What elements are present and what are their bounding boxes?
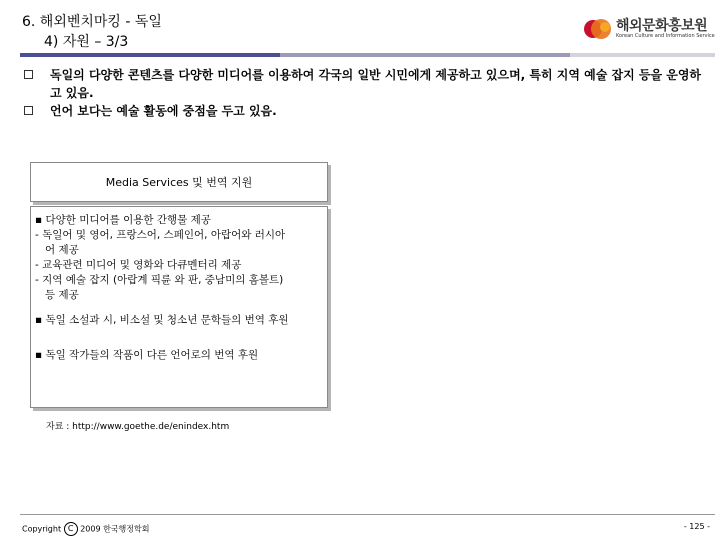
summary-bullet xyxy=(22,102,712,120)
media-services-title: Media Services 및 번역 지원 xyxy=(105,176,253,189)
content-item-line: 어 제공 xyxy=(45,244,79,256)
summary-bullet xyxy=(22,66,712,102)
source-note: 자료 : http://www.goethe.de/enindex.htm xyxy=(46,422,230,432)
copyright-icon: C xyxy=(64,522,78,536)
divider-segment-light xyxy=(570,53,715,57)
content-item-line: - 교육관련 미디어 및 영화와 다큐멘터리 제공 xyxy=(35,259,242,271)
copyright-notice xyxy=(22,522,149,536)
content-item-line: - 지역 예술 잡지 (아랍계 픽륜 와 판, 중남미의 홈볼트) xyxy=(35,274,284,286)
content-item-line: 등 제공 xyxy=(45,289,79,301)
kocis-logo-icon xyxy=(584,16,612,42)
content-item-line: - 독일어 및 영어, 프랑스어, 스페인어, 아랍어와 러시아 xyxy=(35,229,286,241)
summary-bullets xyxy=(22,66,712,120)
checkbox-bullet-icon xyxy=(24,70,33,79)
page-number: - 125 - xyxy=(683,522,710,531)
logo-tagline: Korean Culture and Information Service xyxy=(616,33,715,39)
page-subtitle: 4) 자원 – 3/3 xyxy=(44,34,129,50)
title-divider-bar xyxy=(20,53,715,57)
divider-segment-dark xyxy=(20,53,280,57)
divider-segment-mid xyxy=(280,53,570,57)
copyright-text: 2009 한국행정학회 xyxy=(80,524,150,534)
summary-bullet-text: 독일의 다양한 콘텐츠를 다양한 미디어를 이용하여 각국의 일반 시민에게 제공하고 있으며, 특히 지역 예술 잡지 등을 운영하고 있음. xyxy=(50,68,702,100)
copyright-prefix: Copyright xyxy=(22,524,62,534)
content-item-head: ▪ 독일 작가들의 작품이 다른 언어로의 번역 후원 xyxy=(35,349,259,361)
page-title: 6. 해외벤치마킹 - 독일 xyxy=(22,14,162,30)
kocis-logo xyxy=(584,14,714,44)
content-item-head: ▪ 독일 소설과 시, 비소설 및 청소년 문학들의 번역 후원 xyxy=(35,314,289,326)
logo-name: 해외문화홍보원 xyxy=(616,18,708,34)
content-item-head: ▪ 다양한 미디어를 이용한 간행물 제공 xyxy=(35,214,211,226)
media-services-content-box xyxy=(30,206,328,408)
footer-divider xyxy=(20,514,715,515)
checkbox-bullet-icon xyxy=(24,106,33,115)
media-services-title-box xyxy=(30,162,328,202)
summary-bullet-text: 언어 보다는 예술 활동에 중점을 두고 있음. xyxy=(50,104,277,118)
